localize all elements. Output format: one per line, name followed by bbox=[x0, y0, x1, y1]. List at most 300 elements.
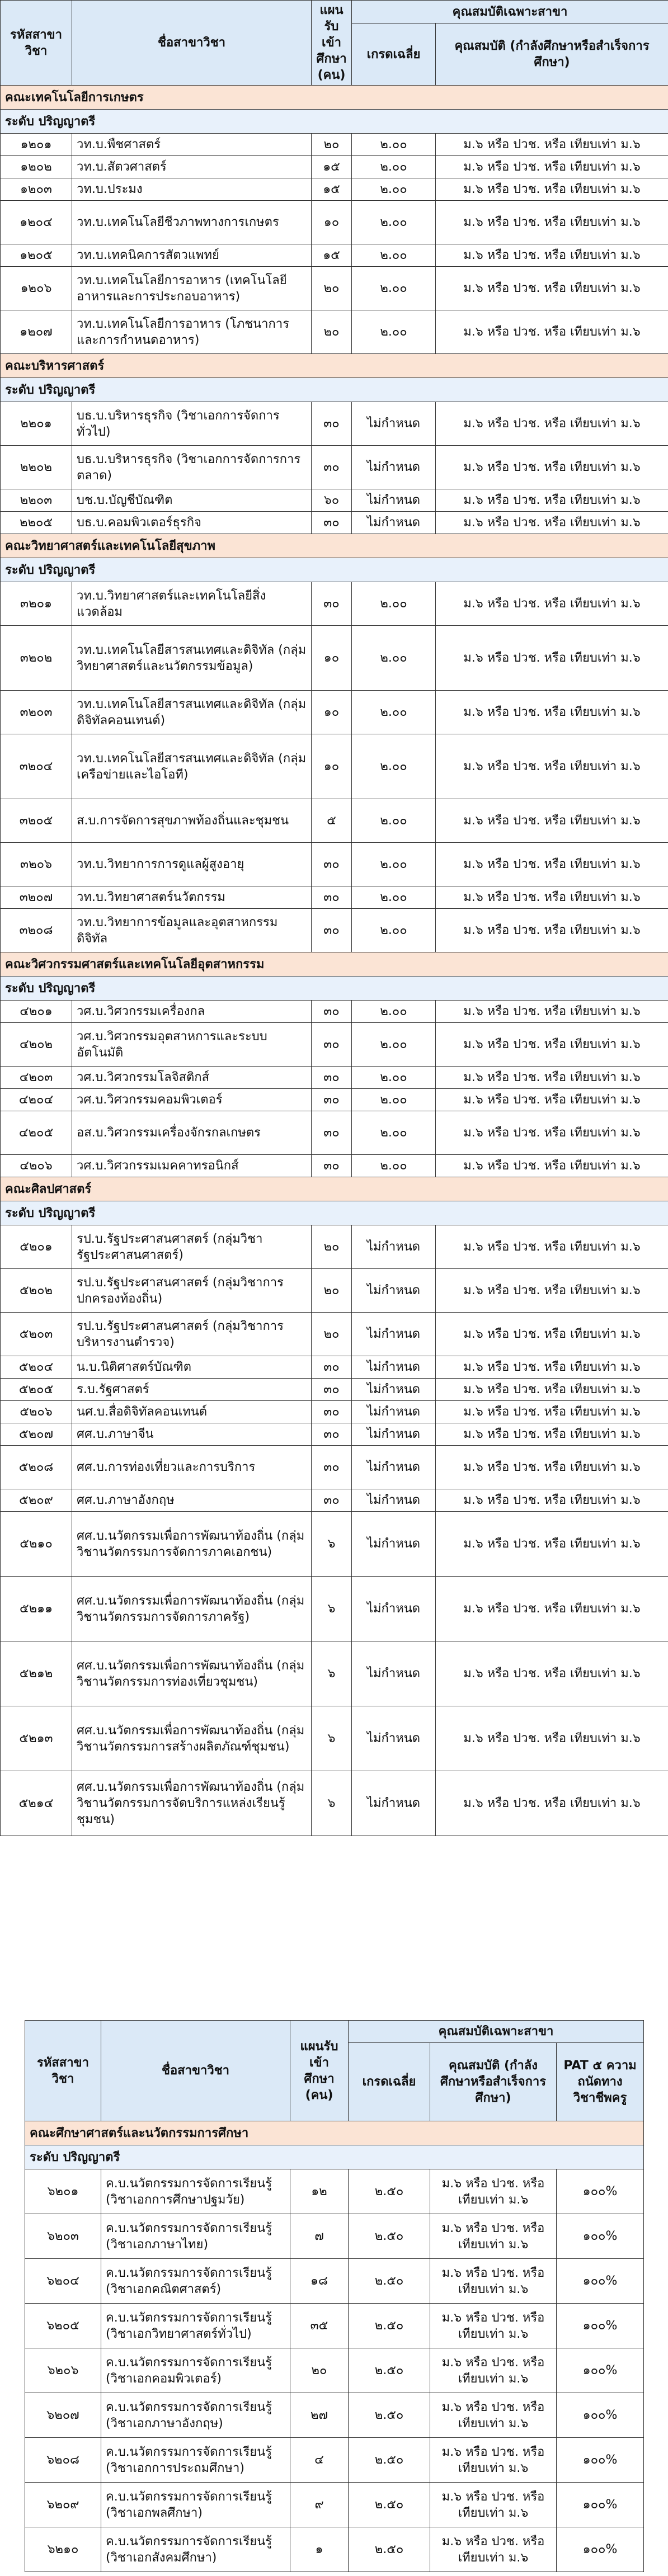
program-qualification: ม.๖ หรือ ปวช. หรือ เทียบเท่า ม.๖ bbox=[430, 2348, 557, 2393]
degree-level-row bbox=[1, 976, 668, 1001]
degree-level: ระดับ ปริญญาตรี bbox=[1, 378, 668, 402]
table-body bbox=[25, 2121, 644, 2572]
table-body bbox=[1, 86, 668, 1836]
faculty-name: คณะบริหารศาสตร์ bbox=[1, 354, 668, 378]
program-capacity: ๓๐ bbox=[312, 1379, 352, 1401]
program-pat5: ๑๐๐% bbox=[557, 2169, 644, 2214]
program-capacity: ๓๐ bbox=[312, 1446, 352, 1489]
program-code: ๑๒๐๖ bbox=[1, 267, 72, 310]
program-gpa: ๒.๐๐ bbox=[352, 1155, 436, 1177]
program-qualification: ม.๖ หรือ ปวช. หรือ เทียบเท่า ม.๖ bbox=[430, 2259, 557, 2304]
program-code: ๑๒๐๑ bbox=[1, 134, 72, 156]
program-capacity: ๓๐ bbox=[312, 1423, 352, 1446]
program-gpa: ๒.๕๐ bbox=[349, 2304, 430, 2348]
program-code: ๕๒๑๐ bbox=[1, 1512, 72, 1577]
program-name: ศศ.บ.นวัตกรรมเพื่อการพัฒนาท้องถิ่น (กลุ่มวิชานวัตกรรมการจัดการภาครัฐ) bbox=[72, 1577, 312, 1641]
table-row bbox=[1, 626, 668, 691]
program-code: ๑๒๐๓ bbox=[1, 178, 72, 201]
program-name: รป.บ.รัฐประศาสนศาสตร์ (กลุ่มวิชาการปกครองท้องถิ่น) bbox=[72, 1269, 312, 1313]
faculty-row bbox=[25, 2121, 644, 2145]
program-code: ๔๒๐๖ bbox=[1, 1155, 72, 1177]
program-name: รป.บ.รัฐประศาสนศาสตร์ (กลุ่มวิชารัฐประศาสนศาสตร์) bbox=[72, 1225, 312, 1269]
degree-level: ระดับ ปริญญาตรี bbox=[1, 110, 668, 134]
faculty-name: คณะเทคโนโลยีการเกษตร bbox=[1, 86, 668, 110]
table-row bbox=[1, 489, 668, 512]
program-name: บธ.บ.คอมพิวเตอร์ธุรกิจ bbox=[72, 512, 312, 534]
program-qualification: ม.๖ หรือ ปวช. หรือ เทียบเท่า ม.๖ bbox=[430, 2304, 557, 2348]
program-code: ๕๒๑๒ bbox=[1, 1641, 72, 1706]
program-name: วท.บ.เทคโนโลยีสารสนเทศและดิจิทัล (กลุ่มเครือข่ายและไอโอที) bbox=[72, 734, 312, 799]
program-name: ค.บ.นวัตกรรมการจัดการเรียนรู้ (วิชาเอกคอมพิวเตอร์) bbox=[101, 2348, 290, 2393]
table-row bbox=[1, 512, 668, 534]
program-code: ๕๒๑๔ bbox=[1, 1771, 72, 1836]
header-capacity: แผนรับเข้าศึกษา (คน) bbox=[312, 1, 352, 86]
table-row bbox=[1, 1023, 668, 1067]
program-gpa: ๒.๐๐ bbox=[352, 582, 436, 626]
program-code: ๖๒๐๘ bbox=[25, 2438, 101, 2483]
program-qualification: ม.๖ หรือ ปวช. หรือ เทียบเท่า ม.๖ bbox=[436, 1401, 668, 1423]
faculty-row bbox=[1, 534, 668, 558]
program-gpa: ๒.๕๐ bbox=[349, 2259, 430, 2304]
faculty-row bbox=[1, 86, 668, 110]
table-row bbox=[1, 156, 668, 178]
program-code: ๓๒๐๕ bbox=[1, 799, 72, 843]
program-capacity: ๓๐ bbox=[312, 909, 352, 952]
table-row bbox=[1, 1313, 668, 1356]
program-qualification: ม.๖ หรือ ปวช. หรือ เทียบเท่า ม.๖ bbox=[436, 134, 668, 156]
program-code: ๕๒๐๘ bbox=[1, 1446, 72, 1489]
program-gpa: ๒.๐๐ bbox=[352, 843, 436, 886]
program-gpa: ๒.๐๐ bbox=[352, 178, 436, 201]
header-qualification-group: คุณสมบัติเฉพาะสาขา bbox=[352, 1, 668, 23]
program-capacity: ๖ bbox=[312, 1771, 352, 1836]
table-row bbox=[1, 734, 668, 799]
program-gpa: ๒.๐๐ bbox=[352, 886, 436, 909]
program-gpa: ๒.๐๐ bbox=[352, 244, 436, 267]
degree-level-row bbox=[1, 378, 668, 402]
program-pat5: ๑๐๐% bbox=[557, 2483, 644, 2527]
program-capacity: ๑๐ bbox=[312, 201, 352, 244]
program-qualification: ม.๖ หรือ ปวช. หรือ เทียบเท่า ม.๖ bbox=[436, 1489, 668, 1512]
program-qualification: ม.๖ หรือ ปวช. หรือ เทียบเท่า ม.๖ bbox=[436, 1225, 668, 1269]
program-qualification: ม.๖ หรือ ปวช. หรือ เทียบเท่า ม.๖ bbox=[436, 1577, 668, 1641]
program-pat5: ๑๐๐% bbox=[557, 2259, 644, 2304]
program-pat5: ๑๐๐% bbox=[557, 2348, 644, 2393]
program-qualification: ม.๖ หรือ ปวช. หรือ เทียบเท่า ม.๖ bbox=[436, 244, 668, 267]
faculty-name: คณะวิทยาศาสตร์และเทคโนโลยีสุขภาพ bbox=[1, 534, 668, 558]
program-qualification: ม.๖ หรือ ปวช. หรือ เทียบเท่า ม.๖ bbox=[430, 2393, 557, 2438]
table-row bbox=[1, 1446, 668, 1489]
header-capacity: แผนรับเข้าศึกษา (คน) bbox=[290, 2021, 349, 2121]
table-row bbox=[1, 1089, 668, 1111]
program-qualification: ม.๖ หรือ ปวช. หรือ เทียบเท่า ม.๖ bbox=[436, 886, 668, 909]
program-capacity: ๑ bbox=[290, 2527, 349, 2572]
program-gpa: ๒.๐๐ bbox=[352, 626, 436, 691]
program-capacity: ๒๗ bbox=[290, 2393, 349, 2438]
program-code: ๑๒๐๗ bbox=[1, 310, 72, 354]
program-code: ๔๒๐๒ bbox=[1, 1023, 72, 1067]
program-name: วท.บ.วิทยาศาสตร์นวัตกรรม bbox=[72, 886, 312, 909]
header-qualification: คุณสมบัติ (กำลังศึกษาหรือสำเร็จการศึกษา) bbox=[436, 23, 668, 86]
program-qualification: ม.๖ หรือ ปวช. หรือ เทียบเท่า ม.๖ bbox=[436, 1155, 668, 1177]
program-code: ๓๒๐๘ bbox=[1, 909, 72, 952]
degree-level-row bbox=[1, 1201, 668, 1225]
program-gpa: ๒.๐๐ bbox=[352, 1111, 436, 1155]
program-name: วศ.บ.วิศวกรรมอุตสาหการและระบบอัตโนมัติ bbox=[72, 1023, 312, 1067]
program-capacity: ๓๐ bbox=[312, 446, 352, 489]
header-qualification-group: คุณสมบัติเฉพาะสาขา bbox=[349, 2021, 644, 2043]
program-qualification: ม.๖ หรือ ปวช. หรือ เทียบเท่า ม.๖ bbox=[436, 1356, 668, 1379]
program-capacity: ๓๐ bbox=[312, 1023, 352, 1067]
program-name: นศ.บ.สื่อดิจิทัลคอนเทนต์ bbox=[72, 1401, 312, 1423]
program-gpa: ๒.๐๐ bbox=[352, 799, 436, 843]
program-qualification: ม.๖ หรือ ปวช. หรือ เทียบเท่า ม.๖ bbox=[436, 1023, 668, 1067]
program-code: ๖๒๐๗ bbox=[25, 2393, 101, 2438]
table-row bbox=[25, 2259, 644, 2304]
program-name: วท.บ.วิทยาศาสตร์และเทคโนโลยีสิ่งแวดล้อม bbox=[72, 582, 312, 626]
table-row bbox=[1, 402, 668, 446]
program-capacity: ๓๐ bbox=[312, 402, 352, 446]
program-code: ๖๒๐๑ bbox=[25, 2169, 101, 2214]
program-capacity: ๒๐ bbox=[312, 267, 352, 310]
table-row bbox=[1, 909, 668, 952]
header-pat5: PAT ๕ ความถนัดทางวิชาชีพครู bbox=[557, 2043, 644, 2121]
program-qualification: ม.๖ หรือ ปวช. หรือ เทียบเท่า ม.๖ bbox=[430, 2169, 557, 2214]
table-row bbox=[1, 1356, 668, 1379]
program-capacity: ๑๕ bbox=[312, 244, 352, 267]
admission-table-education bbox=[25, 2020, 644, 2572]
program-code: ๖๒๐๕ bbox=[25, 2304, 101, 2348]
program-name: ศศ.บ.นวัตกรรมเพื่อการพัฒนาท้องถิ่น (กลุ่มวิชานวัตกรรมการท่องเที่ยวชุมชน) bbox=[72, 1641, 312, 1706]
program-qualification: ม.๖ หรือ ปวช. หรือ เทียบเท่า ม.๖ bbox=[436, 799, 668, 843]
program-qualification: ม.๖ หรือ ปวช. หรือ เทียบเท่า ม.๖ bbox=[430, 2438, 557, 2483]
program-gpa: ไม่กำหนด bbox=[352, 1423, 436, 1446]
program-name: บช.บ.บัญชีบัณฑิต bbox=[72, 489, 312, 512]
program-gpa: ๒.๕๐ bbox=[349, 2438, 430, 2483]
program-capacity: ๑๕ bbox=[312, 178, 352, 201]
table-row bbox=[1, 1771, 668, 1836]
program-code: ๕๒๑๑ bbox=[1, 1577, 72, 1641]
program-gpa: ๒.๕๐ bbox=[349, 2214, 430, 2259]
program-code: ๖๒๑๐ bbox=[25, 2527, 101, 2572]
program-capacity: ๒๐ bbox=[312, 1225, 352, 1269]
faculty-row bbox=[1, 1177, 668, 1201]
table-row bbox=[1, 1379, 668, 1401]
program-gpa: ๒.๐๐ bbox=[352, 310, 436, 354]
degree-level: ระดับ ปริญญาตรี bbox=[1, 558, 668, 582]
table-row bbox=[1, 244, 668, 267]
table-row bbox=[1, 201, 668, 244]
table-row bbox=[1, 1401, 668, 1423]
program-gpa: ๒.๐๐ bbox=[352, 1023, 436, 1067]
program-capacity: ๖๐ bbox=[312, 489, 352, 512]
program-name: วท.บ.เทคโนโลยีการอาหาร (โภชนาการและการกำหนดอาหาร) bbox=[72, 310, 312, 354]
program-gpa: ไม่กำหนด bbox=[352, 1577, 436, 1641]
table-row bbox=[25, 2527, 644, 2572]
program-gpa: ไม่กำหนด bbox=[352, 1379, 436, 1401]
program-qualification: ม.๖ หรือ ปวช. หรือ เทียบเท่า ม.๖ bbox=[436, 489, 668, 512]
table-row bbox=[25, 2393, 644, 2438]
program-name: ค.บ.นวัตกรรมการจัดการเรียนรู้ (วิชาเอกการประถมศึกษา) bbox=[101, 2438, 290, 2483]
header-qualification: คุณสมบัติ (กำลังศึกษาหรือสำเร็จการศึกษา) bbox=[430, 2043, 557, 2121]
program-qualification: ม.๖ หรือ ปวช. หรือ เทียบเท่า ม.๖ bbox=[436, 1089, 668, 1111]
program-qualification: ม.๖ หรือ ปวช. หรือ เทียบเท่า ม.๖ bbox=[436, 1641, 668, 1706]
program-code: ๕๒๐๓ bbox=[1, 1313, 72, 1356]
program-gpa: ๒.๐๐ bbox=[352, 156, 436, 178]
program-code: ๔๒๐๑ bbox=[1, 1001, 72, 1023]
program-capacity: ๓๐ bbox=[312, 1067, 352, 1089]
program-name: ค.บ.นวัตกรรมการจัดการเรียนรู้ (วิชาเอกภาษาไทย) bbox=[101, 2214, 290, 2259]
program-qualification: ม.๖ หรือ ปวช. หรือ เทียบเท่า ม.๖ bbox=[436, 201, 668, 244]
program-qualification: ม.๖ หรือ ปวช. หรือ เทียบเท่า ม.๖ bbox=[436, 626, 668, 691]
program-qualification: ม.๖ หรือ ปวช. หรือ เทียบเท่า ม.๖ bbox=[436, 909, 668, 952]
degree-level: ระดับ ปริญญาตรี bbox=[1, 1201, 668, 1225]
program-name: บธ.บ.บริหารธุรกิจ (วิชาเอกการจัดการการตลาด) bbox=[72, 446, 312, 489]
table-row bbox=[1, 1155, 668, 1177]
table-row bbox=[1, 1489, 668, 1512]
program-pat5: ๑๐๐% bbox=[557, 2438, 644, 2483]
program-name: วท.บ.สัตวศาสตร์ bbox=[72, 156, 312, 178]
program-pat5: ๑๐๐% bbox=[557, 2527, 644, 2572]
header-gpa: เกรดเฉลี่ย bbox=[349, 2043, 430, 2121]
program-name: วศ.บ.วิศวกรรมคอมพิวเตอร์ bbox=[72, 1089, 312, 1111]
degree-level-row bbox=[1, 110, 668, 134]
program-name: ค.บ.นวัตกรรมการจัดการเรียนรู้ (วิชาเอกวิทยาศาสตร์ทั่วไป) bbox=[101, 2304, 290, 2348]
program-code: ๖๒๐๙ bbox=[25, 2483, 101, 2527]
program-capacity: ๖ bbox=[312, 1641, 352, 1706]
table-row bbox=[1, 446, 668, 489]
program-gpa: ๒.๕๐ bbox=[349, 2483, 430, 2527]
program-qualification: ม.๖ หรือ ปวช. หรือ เทียบเท่า ม.๖ bbox=[436, 1111, 668, 1155]
degree-level: ระดับ ปริญญาตรี bbox=[1, 976, 668, 1001]
program-code: ๓๒๐๔ bbox=[1, 734, 72, 799]
program-code: ๑๒๐๔ bbox=[1, 201, 72, 244]
table-row bbox=[1, 310, 668, 354]
table-row bbox=[1, 691, 668, 734]
program-name: อส.บ.วิศวกรรมเครื่องจักรกลเกษตร bbox=[72, 1111, 312, 1155]
program-code: ๒๒๐๕ bbox=[1, 512, 72, 534]
table-row bbox=[1, 1512, 668, 1577]
program-name: ค.บ.นวัตกรรมการจัดการเรียนรู้ (วิชาเอกการศึกษาปฐมวัย) bbox=[101, 2169, 290, 2214]
program-gpa: ๒.๕๐ bbox=[349, 2393, 430, 2438]
program-capacity: ๓๐ bbox=[312, 843, 352, 886]
program-capacity: ๑๐ bbox=[312, 734, 352, 799]
program-qualification: ม.๖ หรือ ปวช. หรือ เทียบเท่า ม.๖ bbox=[436, 1379, 668, 1401]
program-qualification: ม.๖ หรือ ปวช. หรือ เทียบเท่า ม.๖ bbox=[436, 1512, 668, 1577]
program-qualification: ม.๖ หรือ ปวช. หรือ เทียบเท่า ม.๖ bbox=[430, 2483, 557, 2527]
program-gpa: ไม่กำหนด bbox=[352, 1313, 436, 1356]
program-code: ๓๒๐๓ bbox=[1, 691, 72, 734]
faculty-name: คณะศึกษาศาสตร์และนวัตกรรมการศึกษา bbox=[25, 2121, 644, 2145]
program-capacity: ๓๐ bbox=[312, 582, 352, 626]
program-gpa: ๒.๐๐ bbox=[352, 1001, 436, 1023]
program-code: ๕๒๐๕ bbox=[1, 1379, 72, 1401]
program-gpa: ๒.๕๐ bbox=[349, 2348, 430, 2393]
program-capacity: ๒๐ bbox=[312, 310, 352, 354]
program-capacity: ๓๐ bbox=[312, 886, 352, 909]
program-code: ๓๒๐๖ bbox=[1, 843, 72, 886]
program-qualification: ม.๖ หรือ ปวช. หรือ เทียบเท่า ม.๖ bbox=[430, 2527, 557, 2572]
program-name: ศศ.บ.นวัตกรรมเพื่อการพัฒนาท้องถิ่น (กลุ่มวิชานวัตกรรมการจัดการภาคเอกชน) bbox=[72, 1512, 312, 1577]
table-row bbox=[1, 267, 668, 310]
program-name: บธ.บ.บริหารธุรกิจ (วิชาเอกการจัดการทั่วไป) bbox=[72, 402, 312, 446]
program-code: ๑๒๐๒ bbox=[1, 156, 72, 178]
table-row bbox=[1, 1706, 668, 1771]
program-name: น.บ.นิติศาสตร์บัณฑิต bbox=[72, 1356, 312, 1379]
degree-level-row bbox=[1, 558, 668, 582]
program-name: วท.บ.วิทยาการข้อมูลและอุตสาหกรรมดิจิทัล bbox=[72, 909, 312, 952]
program-gpa: ไม่กำหนด bbox=[352, 1269, 436, 1313]
program-name: วท.บ.เทคนิคการสัตวแพทย์ bbox=[72, 244, 312, 267]
program-name: ศศ.บ.นวัตกรรมเพื่อการพัฒนาท้องถิ่น (กลุ่มวิชานวัตกรรมการสร้างผลิตภัณฑ์ชุมชน) bbox=[72, 1706, 312, 1771]
program-code: ๕๒๐๔ bbox=[1, 1356, 72, 1379]
program-capacity: ๖ bbox=[312, 1512, 352, 1577]
program-gpa: ไม่กำหนด bbox=[352, 1446, 436, 1489]
program-gpa: ไม่กำหนด bbox=[352, 1706, 436, 1771]
table-row bbox=[25, 2438, 644, 2483]
program-name: วท.บ.ประมง bbox=[72, 178, 312, 201]
program-capacity: ๓๐ bbox=[312, 1155, 352, 1177]
program-gpa: ๒.๕๐ bbox=[349, 2169, 430, 2214]
program-gpa: ๒.๐๐ bbox=[352, 134, 436, 156]
program-capacity: ๑๕ bbox=[312, 156, 352, 178]
program-gpa: ไม่กำหนด bbox=[352, 1225, 436, 1269]
program-gpa: ๒.๐๐ bbox=[352, 201, 436, 244]
program-qualification: ม.๖ หรือ ปวช. หรือ เทียบเท่า ม.๖ bbox=[436, 691, 668, 734]
program-capacity: ๒๐ bbox=[312, 134, 352, 156]
program-capacity: ๖ bbox=[312, 1706, 352, 1771]
program-gpa: ๒.๐๐ bbox=[352, 1067, 436, 1089]
program-qualification: ม.๖ หรือ ปวช. หรือ เทียบเท่า ม.๖ bbox=[436, 1706, 668, 1771]
program-qualification: ม.๖ หรือ ปวช. หรือ เทียบเท่า ม.๖ bbox=[436, 1067, 668, 1089]
program-pat5: ๑๐๐% bbox=[557, 2393, 644, 2438]
program-gpa: ไม่กำหนด bbox=[352, 402, 436, 446]
program-qualification: ม.๖ หรือ ปวช. หรือ เทียบเท่า ม.๖ bbox=[436, 1771, 668, 1836]
program-gpa: ไม่กำหนด bbox=[352, 512, 436, 534]
table-row bbox=[1, 843, 668, 886]
program-name: ศศ.บ.นวัตกรรมเพื่อการพัฒนาท้องถิ่น (กลุ่มวิชานวัตกรรมการจัดบริการแหล่งเรียนรู้ชุมชน) bbox=[72, 1771, 312, 1836]
program-qualification: ม.๖ หรือ ปวช. หรือ เทียบเท่า ม.๖ bbox=[436, 446, 668, 489]
program-code: ๒๒๐๓ bbox=[1, 489, 72, 512]
table-row bbox=[25, 2348, 644, 2393]
program-gpa: ไม่กำหนด bbox=[352, 489, 436, 512]
program-capacity: ๑๒ bbox=[290, 2169, 349, 2214]
program-capacity: ๖ bbox=[312, 1577, 352, 1641]
table-row bbox=[25, 2214, 644, 2259]
program-capacity: ๑๐ bbox=[312, 691, 352, 734]
program-capacity: ๓๐ bbox=[312, 1111, 352, 1155]
program-code: ๖๒๐๓ bbox=[25, 2214, 101, 2259]
program-name: ศศ.บ.การท่องเที่ยวและการบริการ bbox=[72, 1446, 312, 1489]
faculty-row bbox=[1, 354, 668, 378]
program-name: ค.บ.นวัตกรรมการจัดการเรียนรู้ (วิชาเอกพลศึกษา) bbox=[101, 2483, 290, 2527]
table-row bbox=[1, 799, 668, 843]
degree-level-row bbox=[25, 2145, 644, 2169]
program-capacity: ๑๐ bbox=[312, 626, 352, 691]
table-row bbox=[1, 1001, 668, 1023]
faculty-name: คณะศิลปศาสตร์ bbox=[1, 1177, 668, 1201]
program-code: ๓๒๐๑ bbox=[1, 582, 72, 626]
program-capacity: ๓๐ bbox=[312, 1489, 352, 1512]
table-row bbox=[1, 582, 668, 626]
program-name: วศ.บ.วิศวกรรมโลจิสติกส์ bbox=[72, 1067, 312, 1089]
program-code: ๕๒๐๗ bbox=[1, 1423, 72, 1446]
program-code: ๕๒๑๓ bbox=[1, 1706, 72, 1771]
program-gpa: ไม่กำหนด bbox=[352, 1641, 436, 1706]
program-name: วท.บ.เทคโนโลยีการอาหาร (เทคโนโลยีอาหารและการประกอบอาหาร) bbox=[72, 267, 312, 310]
table-row bbox=[25, 2304, 644, 2348]
table-row bbox=[1, 134, 668, 156]
header-name: ชื่อสาขาวิชา bbox=[72, 1, 312, 86]
program-code: ๖๒๐๔ bbox=[25, 2259, 101, 2304]
header-code: รหัสสาขาวิชา bbox=[1, 1, 72, 86]
table-row bbox=[1, 886, 668, 909]
program-capacity: ๒๐ bbox=[312, 1313, 352, 1356]
program-name: ศศ.บ.ภาษาจีน bbox=[72, 1423, 312, 1446]
program-gpa: ๒.๐๐ bbox=[352, 909, 436, 952]
program-capacity: ๔ bbox=[290, 2438, 349, 2483]
program-capacity: ๓๐ bbox=[312, 1401, 352, 1423]
program-name: วท.บ.พืชศาสตร์ bbox=[72, 134, 312, 156]
program-code: ๔๒๐๔ bbox=[1, 1089, 72, 1111]
header-name: ชื่อสาขาวิชา bbox=[101, 2021, 290, 2121]
table-row bbox=[1, 1111, 668, 1155]
program-gpa: ไม่กำหนด bbox=[352, 1356, 436, 1379]
program-qualification: ม.๖ หรือ ปวช. หรือ เทียบเท่า ม.๖ bbox=[436, 267, 668, 310]
header-code: รหัสสาขาวิชา bbox=[25, 2021, 101, 2121]
program-qualification: ม.๖ หรือ ปวช. หรือ เทียบเท่า ม.๖ bbox=[436, 310, 668, 354]
program-capacity: ๒๐ bbox=[290, 2348, 349, 2393]
program-name: วท.บ.วิทยาการการดูแลผู้สูงอายุ bbox=[72, 843, 312, 886]
program-code: ๕๒๐๒ bbox=[1, 1269, 72, 1313]
program-capacity: ๕ bbox=[312, 799, 352, 843]
program-code: ๖๒๐๖ bbox=[25, 2348, 101, 2393]
header-gpa: เกรดเฉลี่ย bbox=[352, 23, 436, 86]
program-qualification: ม.๖ หรือ ปวช. หรือ เทียบเท่า ม.๖ bbox=[436, 734, 668, 799]
program-capacity: ๑๘ bbox=[290, 2259, 349, 2304]
program-gpa: ๒.๕๐ bbox=[349, 2527, 430, 2572]
table-row bbox=[1, 1269, 668, 1313]
program-qualification: ม.๖ หรือ ปวช. หรือ เทียบเท่า ม.๖ bbox=[436, 1269, 668, 1313]
program-gpa: ไม่กำหนด bbox=[352, 1489, 436, 1512]
program-capacity: ๓๐ bbox=[312, 512, 352, 534]
table-row bbox=[1, 178, 668, 201]
table-row bbox=[1, 1423, 668, 1446]
program-code: ๔๒๐๓ bbox=[1, 1067, 72, 1089]
program-code: ๕๒๐๖ bbox=[1, 1401, 72, 1423]
faculty-row bbox=[1, 952, 668, 976]
program-code: ๑๒๐๕ bbox=[1, 244, 72, 267]
program-qualification: ม.๖ หรือ ปวช. หรือ เทียบเท่า ม.๖ bbox=[436, 1446, 668, 1489]
program-capacity: ๒๐ bbox=[312, 1269, 352, 1313]
table-row bbox=[25, 2483, 644, 2527]
program-name: ค.บ.นวัตกรรมการจัดการเรียนรู้ (วิชาเอกภาษาอังกฤษ) bbox=[101, 2393, 290, 2438]
program-gpa: ๒.๐๐ bbox=[352, 691, 436, 734]
program-gpa: ๒.๐๐ bbox=[352, 734, 436, 799]
program-gpa: ๒.๐๐ bbox=[352, 267, 436, 310]
table-row bbox=[1, 1641, 668, 1706]
program-name: วท.บ.เทคโนโลยีสารสนเทศและดิจิทัล (กลุ่มดิจิทัลคอนเทนต์) bbox=[72, 691, 312, 734]
program-name: วศ.บ.วิศวกรรมเครื่องกล bbox=[72, 1001, 312, 1023]
program-name: ค.บ.นวัตกรรมการจัดการเรียนรู้ (วิชาเอกคณิตศาสตร์) bbox=[101, 2259, 290, 2304]
program-name: ศศ.บ.ภาษาอังกฤษ bbox=[72, 1489, 312, 1512]
program-gpa: ไม่กำหนด bbox=[352, 1771, 436, 1836]
program-name: รป.บ.รัฐประศาสนศาสตร์ (กลุ่มวิชาการบริหารงานตำรวจ) bbox=[72, 1313, 312, 1356]
program-qualification: ม.๖ หรือ ปวช. หรือ เทียบเท่า ม.๖ bbox=[436, 156, 668, 178]
degree-level: ระดับ ปริญญาตรี bbox=[25, 2145, 644, 2169]
program-qualification: ม.๖ หรือ ปวช. หรือ เทียบเท่า ม.๖ bbox=[436, 582, 668, 626]
table-row bbox=[25, 2169, 644, 2214]
